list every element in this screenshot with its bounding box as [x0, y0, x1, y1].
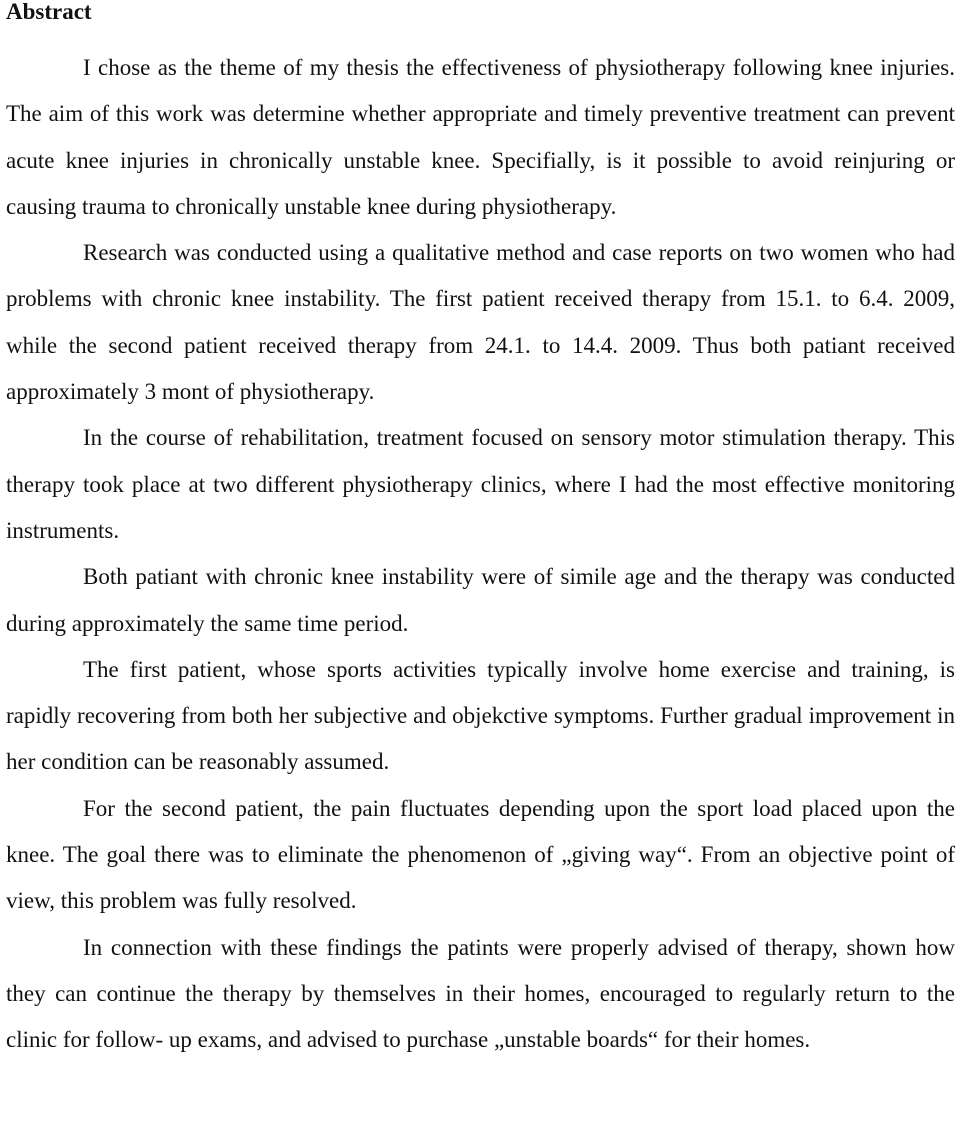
abstract-paragraph-1: I chose as the theme of my thesis the effectiveness of physiotherapy following knee injuries. The aim of this work was determine whether appropriate and timely preventive treatment can prevent acute knee injuries in chronically unstable knee. Specifially, is it possible to avoid reinjuring or causing trauma to chronically unstable knee during physiotherapy. — [6, 55, 955, 219]
abstract-paragraph-6: For the second patient, the pain fluctuates depending upon the sport load placed upon the knee. The goal there was to eliminate the phenomenon of „giving way“. From an objective point of view, this problem was fully resolved. — [6, 795, 955, 914]
abstract-paragraph-4: Both patiant with chronic knee instability were of simile age and the therapy was conducted during approximately the same time period. — [6, 564, 955, 636]
abstract-paragraph-2: Research was conducted using a qualitative method and case reports on two women who had problems with chronic knee instability. The first patient received therapy from 15.1. to 6.4. 2009, while the second patient received therapy from 24.1. to 14.4. 2009. Thus both patiant received approximately 3 mont of physiotherapy. — [6, 240, 955, 405]
abstract-paragraph-5: The first patient, whose sports activities typically involve home exercise and training, is rapidly recovering from both her subjective and objekctive symptoms. Further gradual improvement in her condition can be reasonably assumed. — [6, 656, 955, 775]
abstract-heading: Abstract — [6, 0, 92, 24]
abstract-paragraph-7: In connection with these findings the patints were properly advised of therapy, shown how they can continue the therapy by themselves in their homes, encouraged to regularly return to the clinic for follow- up exams, and advised to purchase „unstable boards“ for their homes. — [6, 934, 955, 1053]
abstract-paragraph-3: In the course of rehabilitation, treatment focused on sensory motor stimulation therapy. This therapy took place at two different physiotherapy clinics, where I had the most effective monitoring instruments. — [6, 425, 955, 543]
document-page — [6, 0, 955, 1064]
